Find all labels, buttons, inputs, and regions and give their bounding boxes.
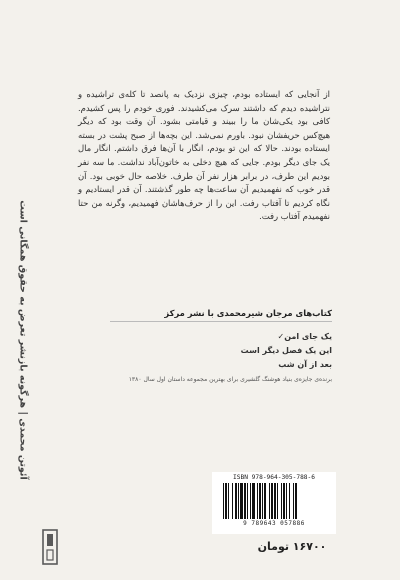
price-label: ۱۶۷۰۰ تومان xyxy=(257,540,327,553)
barcode-block xyxy=(212,472,336,534)
barcode-digits: 9 789643 057886 xyxy=(243,520,305,527)
blurb-text: از آنجایی که ایستاده بودم، چیزی نزدیک به پانصد تا کله‌ی تراشیده و نتراشیده دیدم که داشتند سرک می‌کشیدند. فوری خودم را پس کشیدم. کافی بود یکی‌شان ما را ببیند و قیامتی بشود. آن وقت بود که دیگر هیچ‌کس حریفشان نبود. باورم نمی‌شد. این بچه‌ها از صبح پشت در بسته ایستاده بودند. حالا که این تو بودم، انگار با آن‌ها فرق داشتم. انگار مال یک جای دیگر بودم. جایی که هیچ دخلی به خاتون‌آباد نداشت. ما سه نفر بودیم این طرف، در برابر هزار نفر آن طرف. خلاصه حال خوبی بود. آن قدر خوب که نفهمیدیم آن ساعت‌ها چه طور گذشتند. آن قدر ایستادیم و نگاه کردیم تا آفتاب رفت. این را از حرف‌هاشان فهمیدیم، وگرنه من حتا نفهمیدم آفتاب رفت. xyxy=(78,89,330,222)
isbn-text: ISBN 978-964-305-788-6 xyxy=(233,474,315,481)
side-notice xyxy=(12,200,34,480)
book-item-label: بعد از آن شب xyxy=(278,360,332,369)
publisher-logo-icon xyxy=(34,528,66,566)
books-list-title: کتاب‌های مرجان شیرمحمدی با نشر مرکز xyxy=(110,308,332,322)
award-note: برنده‌ی جایزه‌ی بنیاد هوشنگ گلشیری برای بهترین مجموعه داستان اول سال ۱۳۸۰ xyxy=(128,376,332,383)
side-notice-text: آئوتن محمدی | هرگونه بازنشر تعرض به حقوق همگانی است xyxy=(17,200,29,480)
book-item xyxy=(110,344,332,358)
check-icon: ✓ xyxy=(277,332,285,341)
book-item xyxy=(110,330,332,344)
book-item-label: یک جای امن xyxy=(284,332,332,341)
books-list xyxy=(110,308,332,383)
book-item-label: این یک فصل دیگر است xyxy=(240,346,332,355)
book-item xyxy=(110,358,332,372)
barcode-icon xyxy=(219,483,329,519)
